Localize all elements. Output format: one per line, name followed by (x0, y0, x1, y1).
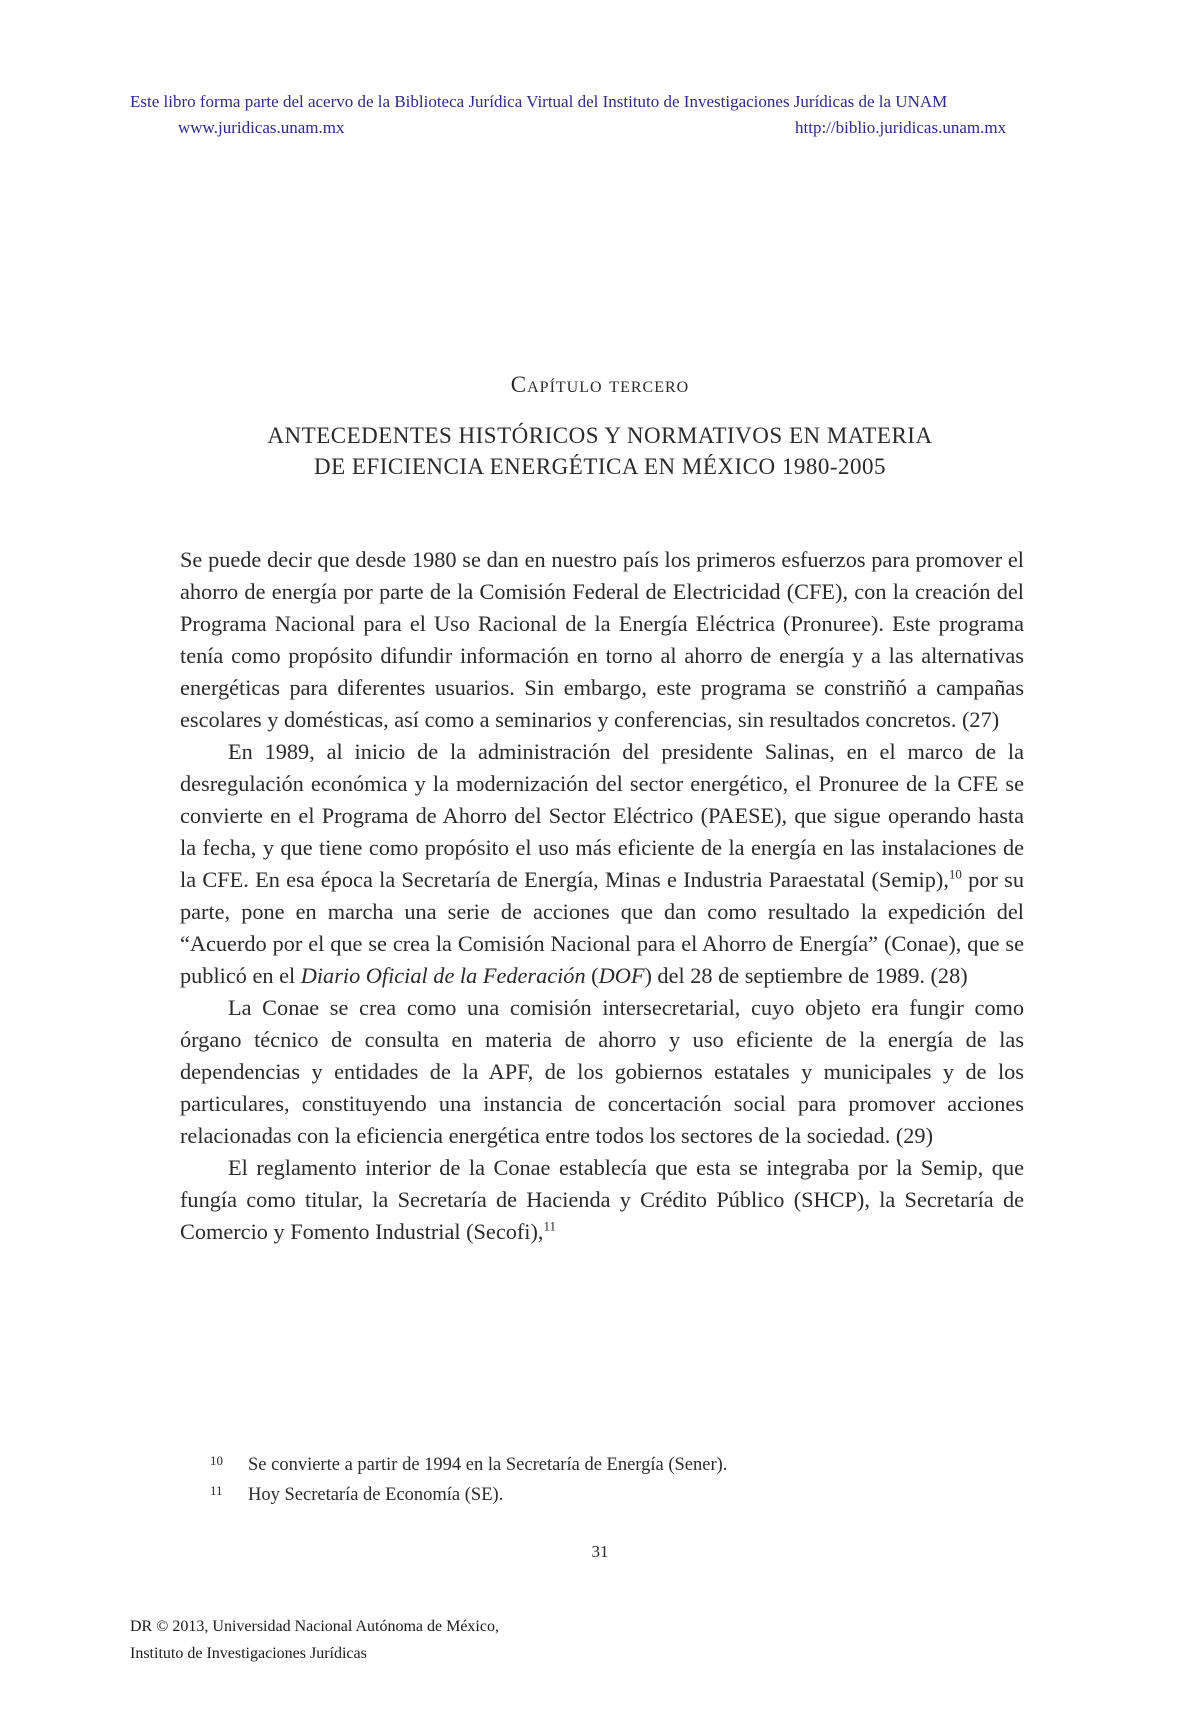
paragraph-2-part-d: ) del 28 de septiembre de 1989. (28) (644, 963, 968, 988)
footnote-11 (210, 1480, 1030, 1510)
chapter-label: Capítulo tercero (510, 372, 690, 397)
footnote-number: 10 (210, 1453, 223, 1468)
footnote-ref-11[interactable]: 11 (543, 1218, 557, 1234)
paragraph-1: Se puede decir que desde 1980 se dan en nuestro país los primeros esfuerzos para promover el ahorro de energía por parte de la Comisión Federal de Electricidad (CFE), con la creación del Programa Nacional para el Uso Racional de la Energía Eléctrica (Pronuree). Este programa tenía como propósito difundir información en torno al ahorro de energía y a las alternativas energéticas para diferentes usuarios. Sin embargo, este programa se constriñó a campañas escolares y domésticas, así como a seminarios y conferencias, sin resultados concretos. (27) (180, 547, 1024, 732)
footnote-text: Se convierte a partir de 1994 en la Secretaría de Energía (Sener). (248, 1455, 728, 1475)
dof-abbrev: DOF (598, 963, 645, 988)
chapter-title-line2: DE EFICIENCIA ENERGÉTICA EN MÉXICO 1980-2005 (313, 454, 887, 479)
paragraph-2-part-b: por su parte, pone en marcha una serie de acciones que dan como resultado la expedición del “Acuerdo por el que se crea la Comisión Nacional para el Ahorro de Energía” (Conae), que se publicó en el (180, 867, 1024, 988)
copyright-notice (130, 1613, 730, 1667)
paragraph-4 (180, 1152, 1024, 1248)
library-header (130, 89, 1090, 141)
diario-oficial-title: Diario Oficial de la Federación (300, 963, 586, 988)
header-links (130, 115, 1090, 141)
chapter-title (150, 420, 1050, 482)
copyright-line1: DR © 2013, Universidad Nacional Autónoma de México, (130, 1618, 499, 1635)
page-number: 31 (591, 1542, 609, 1561)
body-text (180, 544, 1024, 1248)
footnote-ref-10[interactable]: 10 (948, 866, 962, 882)
paragraph-3: La Conae se crea como una comisión intersecretarial, cuyo objeto era fungir como órgano técnico de consulta en materia de ahorro y uso eficiente de la energía de las dependencias y entidades de la APF, de los gobiernos estatales y municipales y de los particulares, constituyendo una instancia de concertación social para promover acciones relacionadas con la eficiencia energética entre todos los sectores de la sociedad. (29) (180, 995, 1024, 1148)
footnote-10 (210, 1450, 1030, 1480)
paragraph-2 (180, 736, 1024, 992)
footnote-text: Hoy Secretaría de Economía (SE). (248, 1485, 504, 1505)
footnotes (210, 1450, 1030, 1510)
biblio-link[interactable]: http://biblio.juridicas.unam.mx (795, 118, 1007, 137)
footnote-number: 11 (210, 1483, 223, 1498)
chapter-title-line1: ANTECEDENTES HISTÓRICOS Y NORMATIVOS EN MATERIA (267, 423, 933, 448)
paragraph-2-part-a: En 1989, al inicio de la administración del presidente Salinas, en el marco de la desregulación económica y la modernización del sector energético, el Pronuree de la CFE se convierte en el Programa de Ahorro del Sector Eléctrico (PAESE), que sigue operando hasta la fecha, y que tiene como propósito el uso más eficiente de la energía en las instalaciones de la CFE. En esa época la Secretaría de Energía, Minas e Industria Paraestatal (Semip), (180, 739, 1024, 892)
copyright-line2: Instituto de Investigaciones Jurídicas (130, 1645, 367, 1662)
paragraph-2-part-c: ( (585, 963, 599, 988)
paragraph-4-part-a: El reglamento interior de la Conae establecía que esta se integraba por la Semip, que fungía como titular, la Secretaría de Hacienda y Crédito Público (SHCP), la Secretaría de Comercio y Fomento Industrial (Secofi), (180, 1155, 1024, 1244)
juridicas-link[interactable]: www.juridicas.unam.mx (178, 118, 345, 137)
library-notice: Este libro forma parte del acervo de la Biblioteca Jurídica Virtual del Instituto de Investigaciones Jurídicas de la UNAM (130, 92, 948, 111)
